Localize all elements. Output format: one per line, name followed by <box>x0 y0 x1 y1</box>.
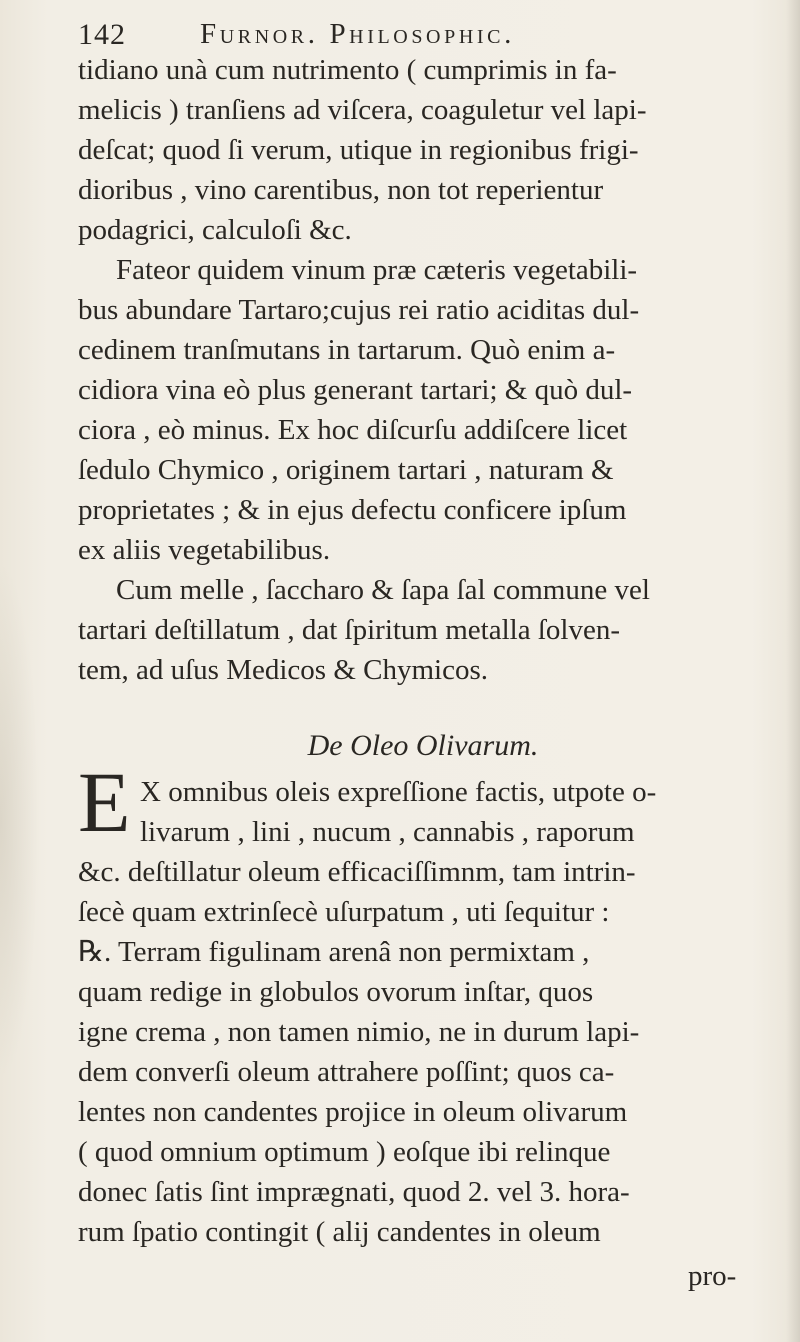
text-line: lentes non candentes projice in oleum olivarum <box>78 1096 628 1128</box>
text-line: ſecè quam extrinſecè uſurpatum , uti ſequitur : <box>78 896 610 928</box>
text-line: Cum melle , ſaccharo & ſapa ſal commune vel <box>116 574 650 606</box>
text-line: igne crema , non tamen nimio, ne in durum lapi- <box>78 1016 640 1048</box>
text-line: podagrici, calculoſi &c. <box>78 214 352 246</box>
text-line: ex aliis vegetabilibus. <box>78 534 331 566</box>
catchword: pro- <box>688 1260 737 1292</box>
section-heading: De Oleo Olivarum. <box>307 729 539 762</box>
text-line: tidiano unà cum nutrimento ( cumprimis in fa- <box>78 54 617 86</box>
text-line: tartari deſtillatum , dat ſpiritum metalla ſolven- <box>78 614 620 646</box>
running-head: Furnor. Philosophic. <box>200 18 515 50</box>
text-line: ſedulo Chymico , originem tartari , naturam & <box>78 454 614 486</box>
text-line: tem, ad uſus Medicos & Chymicos. <box>78 654 488 686</box>
text-line: dioribus , vino carentibus, non tot reperientur <box>78 174 604 206</box>
page-stain <box>0 560 40 1080</box>
text-line: ciora , eò minus. Ex hoc diſcurſu addiſcere licet <box>78 414 628 446</box>
text-line: &c. deſtillatur oleum efficaciſſimnm, tam intrin- <box>78 856 636 888</box>
page-edge-shadow <box>786 0 800 1342</box>
drop-cap: E <box>78 754 131 850</box>
text-line: donec ſatis ſint imprægnati, quod 2. vel 3. hora- <box>78 1176 630 1208</box>
text-line: X omnibus oleis expreſſione factis, utpote o- <box>140 776 657 808</box>
text-line: dem converſi oleum attrahere poſſint; quos ca- <box>78 1056 615 1088</box>
text-line: proprietates ; & in ejus defectu conficere ipſum <box>78 494 627 526</box>
text-line: livarum , lini , nucum , cannabis , raporum <box>140 816 635 848</box>
text-line: melicis ) tranſiens ad viſcera, coaguletur vel lapi- <box>78 94 647 126</box>
text-line: quam redige in globulos ovorum inſtar, quos <box>78 976 594 1008</box>
page-number: 142 <box>78 18 126 51</box>
text-line: cedinem tranſmutans in tartarum. Quò enim a- <box>78 334 616 366</box>
text-line: cidiora vina eò plus generant tartari; & quò dul- <box>78 374 633 406</box>
text-line: Fateor quidem vinum præ cæteris vegetabili- <box>116 254 638 286</box>
text-line: ( quod omnium optimum ) eoſque ibi relinque <box>78 1136 611 1168</box>
text-line: deſcat; quod ſi verum, utique in regionibus frigi- <box>78 134 639 166</box>
text-line: bus abundare Tartaro;cujus rei ratio aciditas dul- <box>78 294 640 326</box>
text-line: ℞. Terram figulinam arenâ non permixtam , <box>78 936 590 968</box>
text-line: rum ſpatio contingit ( alij candentes in oleum <box>78 1216 601 1248</box>
